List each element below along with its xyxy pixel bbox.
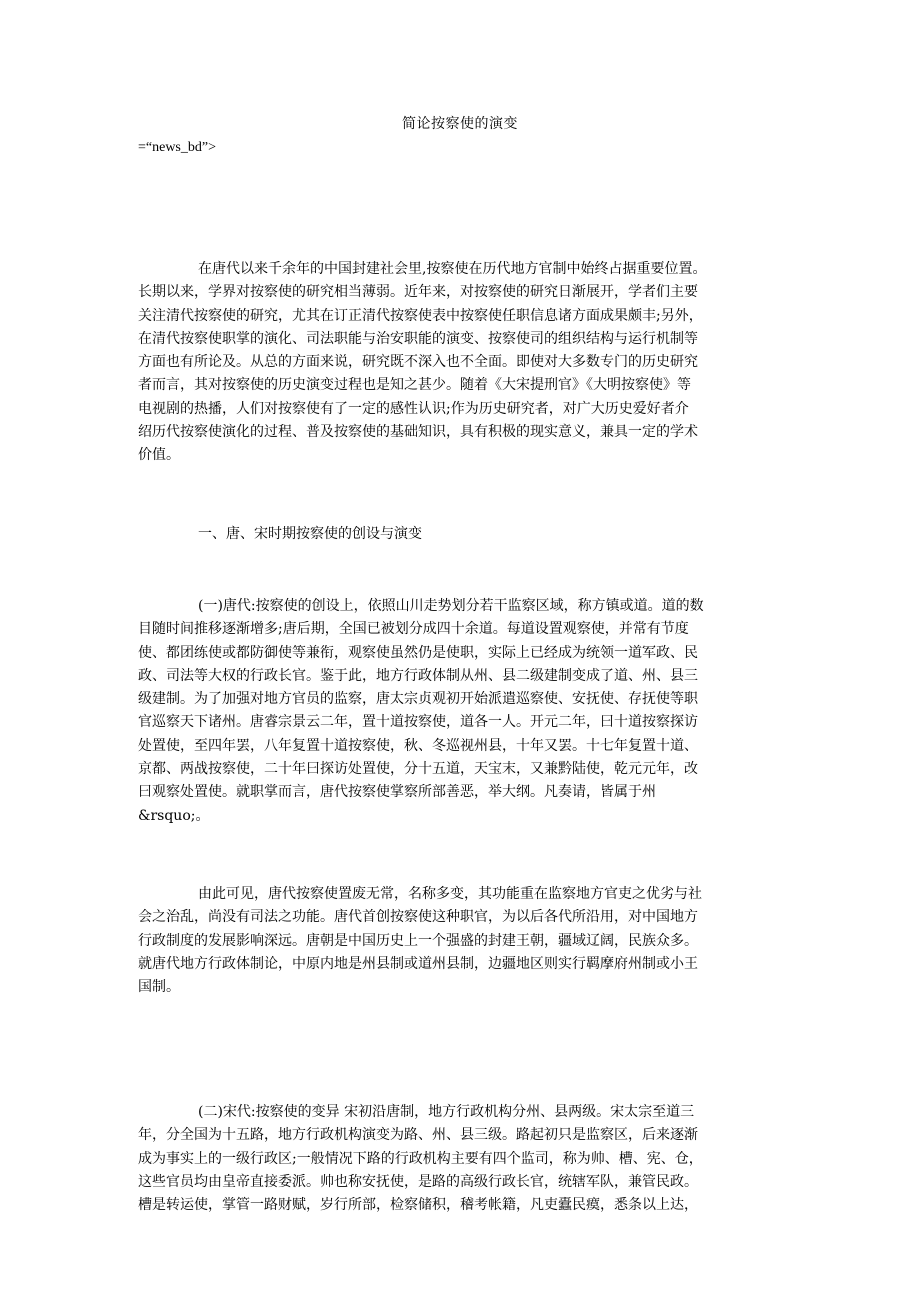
text-line: 曰观察处置使。就职掌而言，唐代按察使掌察所部善恶，举大纲。凡奏请，皆属于州 <box>138 784 656 801</box>
text-line: 由此可见，唐代按察使置废无常，名称多变，其功能重在监察地方官吏之优劣与社 <box>198 886 702 902</box>
text-line: (二)宋代:按察使的变异 宋初沿唐制，地方行政机构分州、县两级。宋太宗至道三 <box>198 1104 695 1120</box>
paragraph-intro <box>138 258 788 468</box>
text-line: 京都、两战按察使，二十年曰探访处置使，分十五道，天宝末，又兼黔陆使，乾元元年，改 <box>138 761 698 778</box>
paragraph-song <box>138 1101 788 1217</box>
text-line: 年，分全国为十五路，地方行政机构演变为路、州、县三级。路起初只是监察区，后来逐渐 <box>138 1127 698 1144</box>
text-line: 会之治乱，尚没有司法之功能。唐代首创按察使这种职官，为以后各代所沿用，对中国地方 <box>138 909 698 926</box>
paragraph-tang <box>138 595 788 828</box>
text-line: 在清代按察使职掌的演化、司法职能与治安职能的演变、按察使司的组织结构与运行机制等 <box>138 330 698 347</box>
text-line: 在唐代以来千余年的中国封建社会里,按察使在历代地方官制中始终占据重要位置。 <box>198 261 707 277</box>
text-line: &rsquo;。 <box>138 807 210 824</box>
text-line: 绍历代按察使演化的过程、普及按察使的基础知识，具有积极的现实意义，兼具一定的学术 <box>138 424 698 441</box>
text-line: 电视剧的热播，人们对按察使有了一定的感性认识;作为历史研究者，对广大历史爱好者介 <box>138 400 689 417</box>
text-line: 槽是转运使，掌管一路财赋，岁行所部，检察储积，稽考帐籍，凡吏蠹民瘼，悉条以上达， <box>138 1197 698 1214</box>
text-line: 长期以来，学界对按察使的研究相当薄弱。近年来，对按察使的研究日渐展开，学者们主要 <box>138 284 698 301</box>
document-title: 简论按察使的演变 <box>402 116 518 132</box>
text-line: 级建制。为了加强对地方官员的监察，唐太宗贞观初开始派遣巡察使、安抚使、存抚使等职 <box>138 691 698 708</box>
text-line: 处置使，至四年罢，八年复置十道按察使，秋、冬巡视州县，十年又罢。十七年复置十道、 <box>138 737 698 754</box>
text-line: 成为事实上的一级行政区;一般情况下路的行政机构主要有四个监司，称为帅、槽、宪、仓， <box>138 1150 703 1167</box>
text-line: 使、都团练使或都防御使等兼衔，观察使虽然仍是使职，实际上已经成为统领一道军政、民 <box>138 644 698 661</box>
section-heading: 一、唐、宋时期按察使的创设与演变 <box>198 526 422 542</box>
text-line: 目随时间推移逐渐增多;唐后期，全国已被划分成四十余道。每道设置观察使，并常有节度 <box>138 621 689 638</box>
text-line: 关注清代按察使的研究，尤其在订正清代按察使表中按察使任职信息诸方面成果颇丰;另外， <box>138 307 703 324</box>
text-line: 价值。 <box>138 447 180 464</box>
text-line: 者而言，其对按察使的历史演变过程也是知之甚少。随着《大宋提刑官》《大明按察使》等 <box>138 377 691 394</box>
text-line: 官巡察天下诸州。唐睿宗景云二年，置十道按察使，道各一人。开元二年，曰十道按察探访 <box>138 714 698 731</box>
text-line: (一)唐代:按察使的创设上，依照山川走势划分若干监察区域，称方镇或道。道的数 <box>198 598 704 614</box>
text-line: 行政制度的发展影响深远。唐朝是中国历史上一个强盛的封建王朝，疆域辽阔，民族众多。 <box>138 932 698 949</box>
text-line: 国制。 <box>138 979 180 996</box>
text-line: 这些官员均由皇帝直接委派。帅也称安抚使，是路的高级行政长官，统辖军队，兼管民政。 <box>138 1173 698 1190</box>
text-line: 政、司法等大权的行政长官。鉴于此，地方行政体制从州、县二级建制变成了道、州、县三 <box>138 667 698 684</box>
text-line: 方面也有所论及。从总的方面来说，研究既不深入也不全面。即使对大多数专门的历史研究 <box>138 354 698 371</box>
paragraph-tang-summary <box>138 883 788 999</box>
text-line: 就唐代地方行政体制论，中原内地是州县制或道州县制，边疆地区则实行羁摩府州制或小王 <box>138 955 698 972</box>
markup-artifact-text: =“news_bd”> <box>138 140 216 155</box>
